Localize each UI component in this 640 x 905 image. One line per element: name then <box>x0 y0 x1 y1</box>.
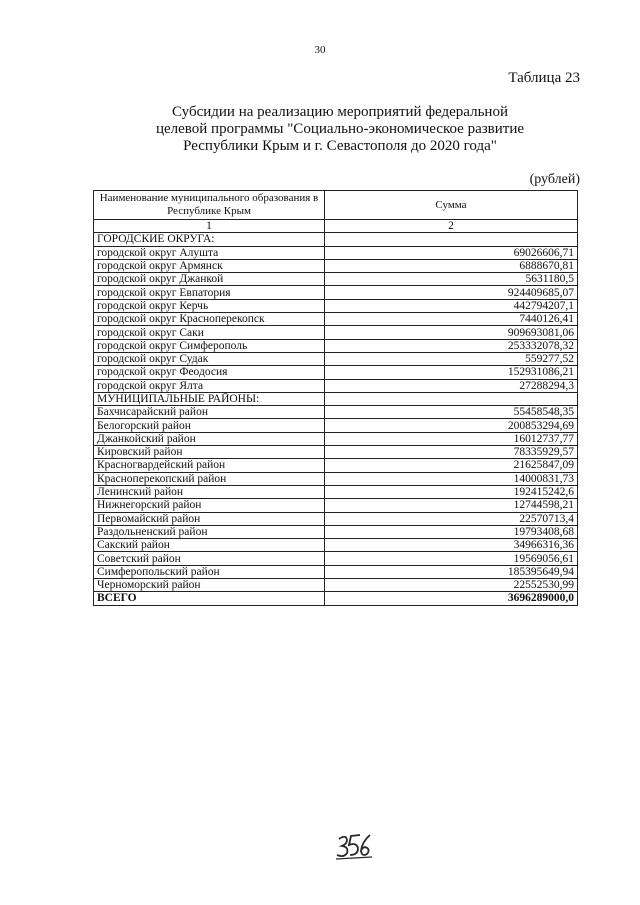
table-row <box>94 246 578 259</box>
subsidy-amount: 16012737,77 <box>325 432 578 445</box>
subsidy-amount: 14000831,73 <box>325 472 578 485</box>
table-row <box>94 565 578 578</box>
table-row <box>94 485 578 498</box>
subsidy-amount: 19793408,68 <box>325 525 578 538</box>
subsidy-amount: 34966316,36 <box>325 539 578 552</box>
subsidy-amount: 442794207,1 <box>325 299 578 312</box>
municipality-name: городской округ Ялта <box>94 379 325 392</box>
page-number: 30 <box>314 44 326 56</box>
municipality-name: ГОРОДСКИЕ ОКРУГА: <box>94 233 325 246</box>
municipality-name: Симферопольский район <box>94 565 325 578</box>
table-row <box>94 579 578 592</box>
subsidy-amount: 55458548,35 <box>325 406 578 419</box>
subsidy-amount: 27288294,3 <box>325 379 578 392</box>
subsidy-amount: 152931086,21 <box>325 366 578 379</box>
table-header-row <box>94 191 578 220</box>
municipality-name: Раздольненский район <box>94 525 325 538</box>
table-row <box>94 233 578 246</box>
subsidy-amount: 78335929,57 <box>325 446 578 459</box>
table-row <box>94 499 578 512</box>
municipality-name: городской округ Евпатория <box>94 286 325 299</box>
table-row <box>94 299 578 312</box>
column-number-2: 2 <box>325 220 578 233</box>
table-row <box>94 552 578 565</box>
table-row <box>94 432 578 445</box>
municipality-name: Советский район <box>94 552 325 565</box>
subsidy-amount: 7440126,41 <box>325 313 578 326</box>
subsidy-table <box>93 190 578 606</box>
subsidy-amount: 5631180,5 <box>325 273 578 286</box>
subsidy-amount: 253332078,32 <box>325 339 578 352</box>
municipality-name: городской округ Джанкой <box>94 273 325 286</box>
table-row <box>94 525 578 538</box>
municipality-name: городской округ Алушта <box>94 246 325 259</box>
table-row <box>94 273 578 286</box>
table-row <box>94 366 578 379</box>
subsidy-amount: 6888670,81 <box>325 259 578 272</box>
table-row <box>94 286 578 299</box>
table-row <box>94 459 578 472</box>
municipality-name: Красногвардейский район <box>94 459 325 472</box>
table-row <box>94 313 578 326</box>
municipality-name: Нижнегорский район <box>94 499 325 512</box>
title-line-2: целевой программы "Социально-экономическое развитие <box>155 121 525 137</box>
table-label: Таблица 23 <box>508 70 580 86</box>
municipality-name: городской округ Саки <box>94 326 325 339</box>
municipality-name: городской округ Красноперекопск <box>94 313 325 326</box>
subsidy-amount: 12744598,21 <box>325 499 578 512</box>
subsidy-amount: 19569056,61 <box>325 552 578 565</box>
header-municipality: Наименование муниципального образования в Республике Крым <box>94 191 325 220</box>
subsidy-amount: 924409685,07 <box>325 286 578 299</box>
table-row <box>94 339 578 352</box>
municipality-name: Сакский район <box>94 539 325 552</box>
municipality-name: городской округ Судак <box>94 352 325 365</box>
subsidy-amount: 185395649,94 <box>325 565 578 578</box>
municipality-name: Белогорский район <box>94 419 325 432</box>
title-line-3: Республики Крым и г. Севастополя до 2020 года" <box>183 138 497 154</box>
document-title <box>0 104 640 155</box>
subsidy-amount <box>325 233 578 246</box>
column-number-row <box>94 220 578 233</box>
total-label: ВСЕГО <box>94 592 325 605</box>
municipality-name: Джанкойский район <box>94 432 325 445</box>
subsidy-amount: 909693081,06 <box>325 326 578 339</box>
subsidy-amount: 22570713,4 <box>325 512 578 525</box>
header-sum: Сумма <box>325 191 578 220</box>
table-row <box>94 512 578 525</box>
municipality-name: Черноморский район <box>94 579 325 592</box>
column-number-1: 1 <box>94 220 325 233</box>
municipality-name: МУНИЦИПАЛЬНЫЕ РАЙОНЫ: <box>94 392 325 405</box>
subsidy-amount <box>325 392 578 405</box>
total-row <box>94 592 578 605</box>
table-row <box>94 446 578 459</box>
table-row <box>94 326 578 339</box>
subsidy-amount: 21625847,09 <box>325 459 578 472</box>
subsidy-amount: 200853294,69 <box>325 419 578 432</box>
total-amount: 3696289000,0 <box>325 592 578 605</box>
municipality-name: Кировский район <box>94 446 325 459</box>
subsidy-amount: 69026606,71 <box>325 246 578 259</box>
municipality-name: Ленинский район <box>94 485 325 498</box>
handwritten-page-mark <box>334 832 374 862</box>
table-row <box>94 419 578 432</box>
municipality-name: городской округ Армянск <box>94 259 325 272</box>
table-row <box>94 379 578 392</box>
table-row <box>94 472 578 485</box>
municipality-name: городской округ Феодосия <box>94 366 325 379</box>
table-row <box>94 259 578 272</box>
municipality-name: Первомайский район <box>94 512 325 525</box>
title-line-1: Субсидии на реализацию мероприятий федеральной <box>172 104 508 120</box>
units-label: (рублей) <box>529 172 580 187</box>
municipality-name: Красноперекопский район <box>94 472 325 485</box>
municipality-name: городской округ Керчь <box>94 299 325 312</box>
municipality-name: городской округ Симферополь <box>94 339 325 352</box>
table-row <box>94 392 578 405</box>
subsidy-amount: 559277,52 <box>325 352 578 365</box>
subsidy-amount: 22552530,99 <box>325 579 578 592</box>
municipality-name: Бахчисарайский район <box>94 406 325 419</box>
subsidy-amount: 192415242,6 <box>325 485 578 498</box>
table-row <box>94 539 578 552</box>
table-row <box>94 352 578 365</box>
table-row <box>94 406 578 419</box>
